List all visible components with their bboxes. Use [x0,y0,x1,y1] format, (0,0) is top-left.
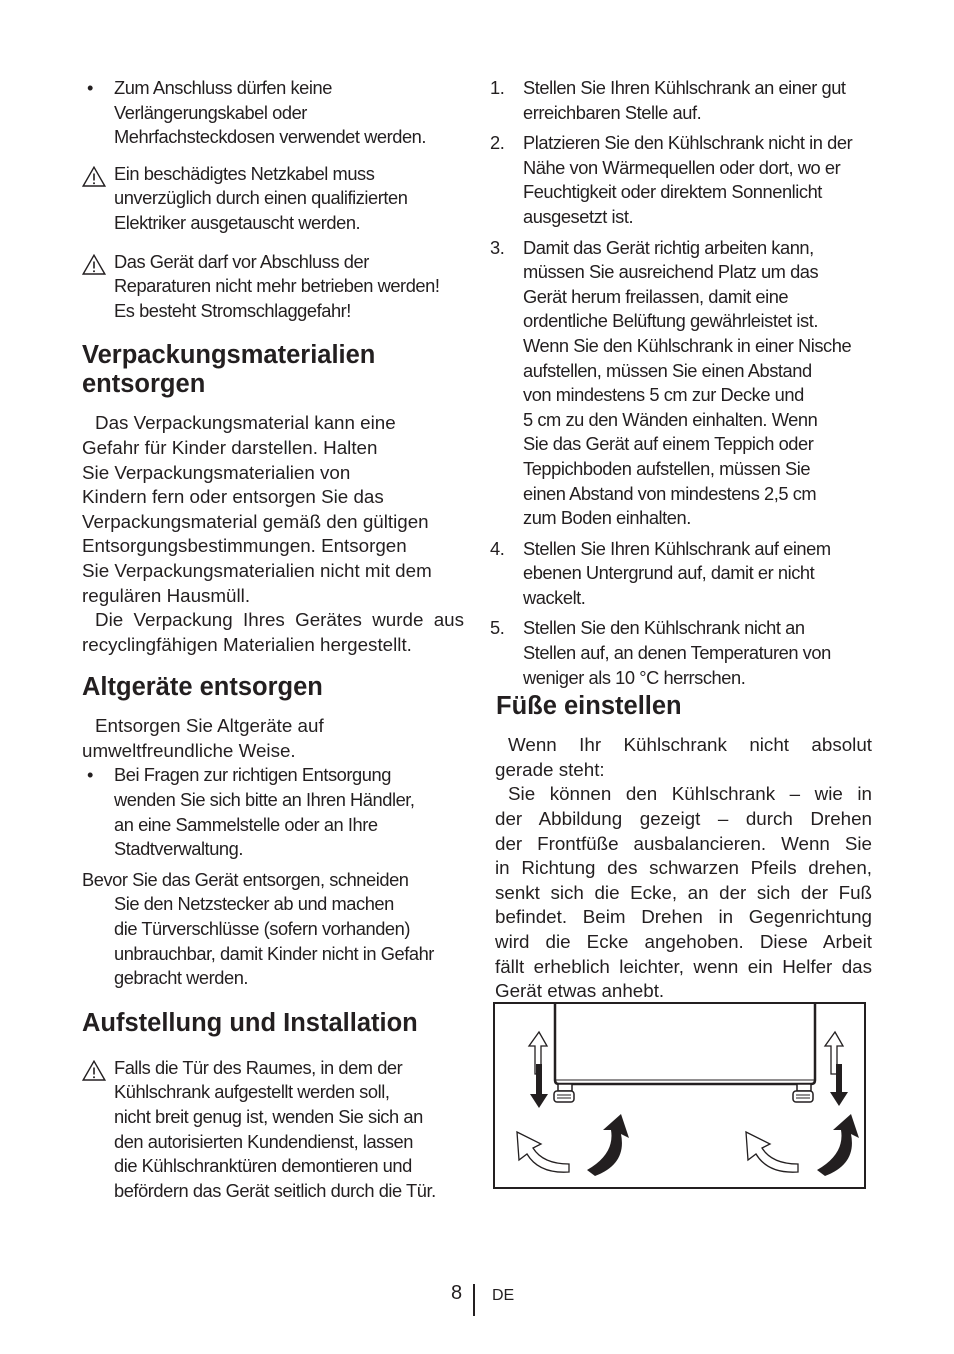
text-line: der Frontfüße ausbalancieren. Wenn Sie [495,832,872,854]
packaging-paragraph-1 [82,411,464,608]
text-line: Zum Anschluss dürfen keine [114,77,332,98]
text-line: Das Gerät darf vor Abschluss der [114,250,369,272]
text-line: müssen Sie ausreichend Platz um das [523,261,819,283]
text-line: nicht breit genug ist, wenden Sie sich an [114,1106,423,1127]
text-line: Reparaturen nicht mehr betrieben werden! [114,275,440,297]
text-line: Kindern fern oder entsorgen Sie das [82,486,384,508]
rotate-clockwise-arrow-icon [587,1114,629,1176]
text-line: Stellen Sie den Kühlschrank nicht an [523,617,805,639]
installation-steps [488,76,872,690]
text-line: Sie Verpackungsmaterialien von [82,461,351,483]
feet-adjustment-illustration [495,1004,864,1187]
text-line: Feuchtigkeit oder direktem Sonnenlicht [523,181,822,203]
text-line: die Türverschlüsse (sofern vorhanden) [114,918,410,940]
heading-line: Verpackungsmaterialien [82,341,376,370]
text-line: erreichbaren Stelle auf. [523,101,702,123]
text-line: 5 cm zu den Wänden einhalten. Wenn [523,408,818,430]
text-line: Teppichboden aufstellen, müssen Sie [523,457,811,479]
text-line: wird die Ecke angehoben. Diese Arbeit [495,931,872,952]
step-number: 5. [490,617,505,639]
text-line: Gerät etwas anhebt. [495,980,665,1002]
text-line: Elektriker ausgetauscht werden. [114,211,361,233]
text-line: Gerät herum freilassen, damit eine [523,285,789,307]
text-line: befördern das Gerät seitlich durch die Tür. [114,1179,436,1201]
step-number: 4. [490,537,505,559]
text-line: Platzieren Sie den Kühlschrank nicht in der [523,132,853,154]
text-line: Die Verpackung Ihres Gerätes wurde aus [95,609,464,631]
feet-paragraph-1 [488,733,872,782]
text-line: einen Abstand von mindestens 2,5 cm [523,482,817,504]
bullet-symbol: • [87,764,93,786]
warning-triangle-icon [82,1060,106,1081]
heading-old-appliances: Altgeräte entsorgen [82,673,323,702]
text-line: Gefahr für Kinder darstellen. Halten [82,436,378,458]
warning-repair [82,250,464,324]
text-line: weniger als 10 °C herrschen. [523,666,746,688]
rotate-clockwise-arrow-icon [817,1114,859,1176]
page-number: 8 [451,1282,463,1304]
right-column [488,76,872,1004]
text-line: zum Boden einhalten. [523,507,691,529]
text-line: an eine Sammelstelle oder an Ihre [114,813,378,835]
text-line: wackelt. [523,586,586,608]
text-line: Sie können den Kühlschrank – wie in [508,783,872,805]
text-line: unverzüglich durch einen qualifizierten [114,187,408,209]
text-line: aufstellen, müssen Sie einen Abstand [523,359,812,381]
warning-triangle-icon [82,166,106,187]
step-item [488,236,872,531]
right-foot [793,1084,813,1102]
text-line: Es besteht Stromschlaggefahr! [114,299,351,321]
text-line: befindet. Beim Drehen in Gegenrichtung [495,906,872,928]
text-line: ebenen Untergrund auf, damit er nicht [523,562,815,584]
text-line: Bevor Sie das Gerät entsorgen, schneiden [82,868,409,890]
heading-feet: Füße einstellen [496,692,682,721]
text-line: die Kühlschranktüren demontieren und [114,1155,412,1177]
text-line: Entsorgen Sie Altgeräte auf [95,715,324,737]
step-item [488,131,872,229]
feet-adjustment-figure [493,1002,866,1189]
text-line: gebracht werden. [114,967,249,989]
left-column [82,76,464,1217]
packaging-paragraph-2 [82,608,464,657]
text-line: von mindestens 5 cm zur Decke und [523,384,804,406]
text-line: der Abbildung gezeigt – durch Drehen [495,808,872,830]
heading-line: entsorgen [82,370,206,399]
text-line: in Richtung des schwarzen Pfeils drehen, [495,857,872,879]
text-line: Sie das Gerät auf einem Teppich oder [523,433,814,455]
text-line: Entsorgungsbestimmungen. Entsorgen [82,535,407,557]
text-line: Falls die Tür des Raumes, in dem der [114,1056,403,1078]
rotate-counterclockwise-arrow-icon [746,1132,798,1172]
step-number: 2. [490,132,505,154]
step-number: 1. [490,77,505,98]
text-line: Stadtverwaltung. [114,838,243,860]
rotate-counterclockwise-arrow-icon [517,1132,569,1172]
text-line: regulären Hausmüll. [82,584,251,606]
text-line: gerade steht: [495,758,605,780]
step-number: 3. [490,236,505,258]
warning-triangle-icon [82,254,106,275]
text-line: fällt erheblich leichter, wenn ein Helfer das [495,955,872,977]
old-appliances-intro [82,714,464,763]
text-line: Damit das Gerät richtig arbeiten kann, [523,236,814,258]
text-line: Stellen auf, an denen Temperaturen von [523,642,831,664]
text-line: Sie Verpackungsmaterialien nicht mit dem [82,559,432,581]
left-foot [554,1084,574,1102]
footer-separator [473,1284,475,1316]
disposal-note-indented [82,892,464,990]
heading-installation: Aufstellung und Installation [82,1008,418,1037]
warning-damaged-cable [82,162,464,236]
language-code: DE [492,1287,515,1304]
text-line: ausgesetzt ist. [523,205,634,227]
disposal-note [82,868,464,991]
text-line: senkt sich die Ecke, an der sich der Fuß [495,881,872,903]
text-line: Verpackungsmaterial gemäß den gültigen [82,510,429,532]
down-arrow-icon [530,1064,548,1108]
text-line: ordentliche Belüftung gewährleistet ist. [523,310,818,332]
text-line: Ein beschädigtes Netzkabel muss [114,162,375,184]
text-line: den autorisierten Kundendienst, lassen [114,1130,413,1152]
text-line: Stellen Sie Ihren Kühlschrank auf einem [523,537,831,559]
text-line: Wenn Ihr Kühlschrank nicht absolut [508,734,872,756]
fridge-body [555,1004,815,1084]
text-line: unbrauchbar, damit Kinder nicht in Gefahr [114,942,434,964]
text-line: umweltfreundliche Weise. [82,739,296,761]
warning-door-width [82,1056,464,1204]
text-line: Bei Fragen zur richtigen Entsorgung [114,764,391,786]
step-item [488,76,872,125]
text-line: Wenn Sie den Kühlschrank in einer Nische [523,334,852,356]
step-item [488,616,872,690]
text-line: Nähe von Wärmequellen oder dort, wo er [523,156,841,178]
text-line: Stellen Sie Ihren Kühlschrank an einer gut [523,77,846,98]
bullet-extension-cable [82,76,464,150]
text-line: wenden Sie sich bitte an Ihren Händler, [114,789,415,811]
text-line: Sie den Netzstecker ab und machen [114,893,394,915]
text-line: Das Verpackungsmaterial kann eine [95,412,396,434]
text-line: recyclingfähigen Materialien hergestellt. [82,633,412,655]
step-item [488,537,872,611]
text-line: Mehrfachsteckdosen verwendet werden. [114,126,427,148]
bullet-disposal-questions [82,763,464,861]
text-line: Kühlschrank aufgestellt werden soll, [114,1081,390,1103]
bullet-symbol: • [87,77,93,98]
feet-paragraph-2 [488,782,872,1003]
heading-packaging [82,341,464,399]
text-line: Verlängerungskabel oder [114,101,307,123]
